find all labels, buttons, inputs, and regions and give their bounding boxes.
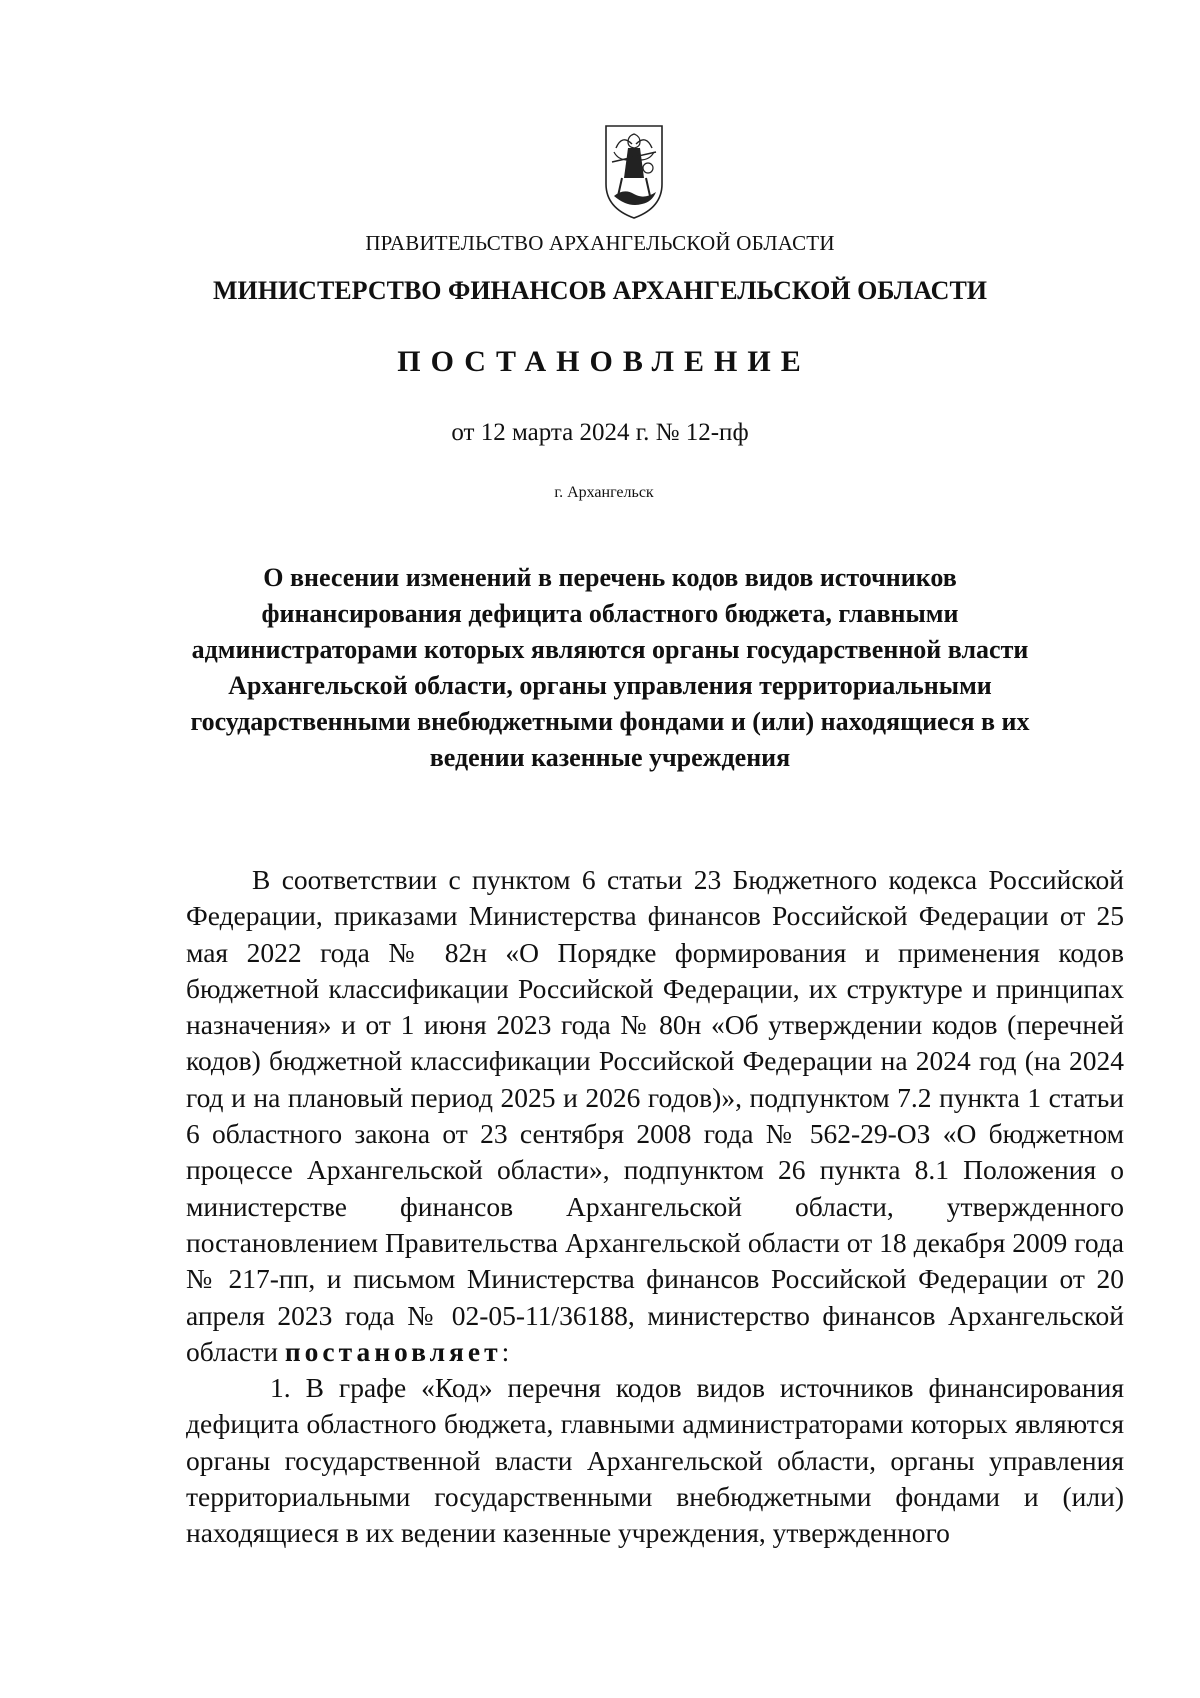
document-date-number: от 12 марта 2024 г. № 12-пф [451, 419, 749, 446]
document-type: ПОСТАНОВЛЕНИЕ [397, 345, 811, 378]
government-name: ПРАВИТЕЛЬСТВО АРХАНГЕЛЬСКОЙ ОБЛАСТИ [365, 231, 835, 255]
decree-colon: : [501, 1335, 510, 1367]
preamble-text: В соответствии с пунктом 6 статьи 23 Бюджетного кодекса Российской Федерации, приказами Министерства финансов Российской Федерации от 25 мая 2022 года № 82н «О Порядке формирования и применения кодов бюджетной классификации Российской Федерации, их структуре и принципах назначения» и от 1 июня 2023 года № 80н «Об утверждении кодов (перечней кодов) бюджетной классификации Российской Федерации на 2024 год (на 2024 год и на плановый период 2025 и 2026 годов)», подпунктом 7.2 пункта 1 статьи 6 областного закона от 23 сентября 2008 года № 562-29-ОЗ «О бюджетном процессе Архангельской области», подпунктом 26 пункта 8.1 Положения о министерстве финансов Архангельской области, утвержденного постановлением Правительства Архангельской области от 18 декабря 2009 года № 217-пп, и письмом Министерства финансов Российской Федерации от 20 апреля 2023 года № 02-05-11/36188, министерство финансов Архангельской области [186, 864, 1124, 1367]
ministry-name: МИНИСТЕРСТВО ФИНАНСОВ АРХАНГЕЛЬСКОЙ ОБЛАСТИ [212, 276, 988, 305]
item-1-paragraph: 1. В графе «Код» перечня кодов видов источников финансирования дефицита областного бюджета, главными администраторами которых являются органы государственной власти Архангельской области, органы управления территориальными государственными внебюджетными фондами и (или) находящиеся в их ведении казенные учреждения, утвержденного [186, 1372, 1124, 1549]
document-city: г. Архангельск [554, 484, 654, 501]
document-title: О внесении изменений в перечень кодов видов источников финансирования дефицита областного бюджета, главными администраторами которых являются органы государственной власти Архангельской области, органы управления территориальными государственными внебюджетными фондами и (или) находящиеся в их ведении казенные учреждения [190, 563, 1030, 772]
document-body [186, 862, 1124, 1552]
coat-of-arms-icon [602, 122, 666, 222]
preamble-paragraph [186, 862, 1124, 1370]
decree-word: постановляет [284, 1335, 502, 1367]
